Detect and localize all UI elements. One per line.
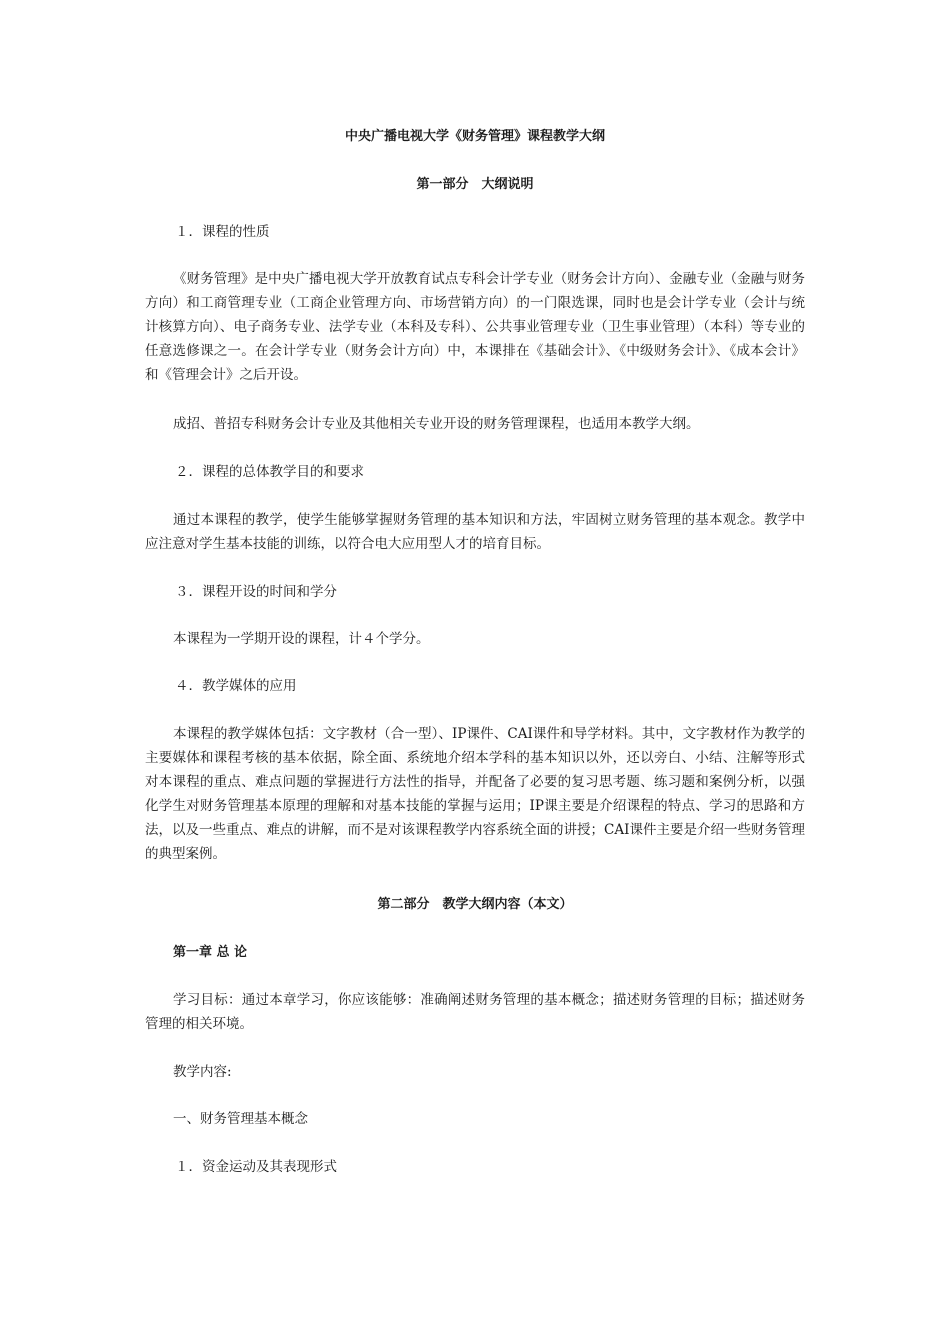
section3-heading: ３．课程开设的时间和学分 bbox=[175, 584, 337, 600]
section3-paragraph-1: 本课程为一学期开设的课程，计４个学分。 bbox=[173, 631, 430, 647]
section4-paragraph-1: 本课程的教学媒体包括：文字教材（合一型）、IP课件、CAI课件和导学材料。其中，文字教材作为教学的主要媒体和课程考核的基本依据，除全面、系统地介绍本学科的基本知识以外，还以旁白、小结、注解等形式对本课程的重点、难点问题的掌握进行方法性的指导，并配备了必要的复习思考题、练习题和案例分析，以强化学生对财务管理基本原理的理解和对基本技能的掌握与运用；IP课主要是介绍课程的特点、学习的思路和方法，以及一些重点、难点的讲解，而不是对该课程教学内容系统全面的讲授；CAI课件主要是介绍一些财务管理的典型案例。 bbox=[145, 726, 805, 862]
section1-paragraph-1: 《财务管理》是中央广播电视大学开放教育试点专科会计学专业（财务会计方向）、金融专业（金融与财务方向）和工商管理专业（工商企业管理方向、市场营销方向）的一门限选课，同时也是会计学专业（会计与统计核算方向）、电子商务专业、法学专业（本科及专科）、公共事业管理专业（卫生事业管理）（本科）等专业的任意选修课之一。在会计学专业（财务会计方向）中，本课排在《基础会计》、《中级财务会计》、《成本会计》和《管理会计》之后开设。 bbox=[145, 271, 805, 383]
chapter1-title: 第一章 总 论 bbox=[173, 945, 248, 960]
section4-heading: ４．教学媒体的应用 bbox=[175, 678, 297, 694]
section1-paragraph-2: 成招、普招专科财务会计专业及其他相关专业开设的财务管理课程，也适用本教学大纲。 bbox=[173, 416, 700, 432]
part2-title: 第二部分 教学大纲内容（本文） bbox=[377, 897, 573, 912]
chapter1-content-label: 教学内容: bbox=[173, 1064, 232, 1080]
section1-heading: １．课程的性质 bbox=[175, 224, 270, 240]
chapter1-item-1-1: １．资金运动及其表现形式 bbox=[175, 1159, 337, 1175]
section2-heading: ２．课程的总体教学目的和要求 bbox=[175, 464, 364, 480]
chapter1-learning-goal: 学习目标：通过本章学习，你应该能够：准确阐述财务管理的基本概念；描述财务管理的目标；描述财务管理的相关环境。 bbox=[145, 992, 805, 1032]
document-title: 中央广播电视大学《财务管理》课程教学大纲 bbox=[344, 129, 605, 144]
part1-title: 第一部分 大纲说明 bbox=[416, 177, 534, 192]
chapter1-item-1: 一、财务管理基本概念 bbox=[173, 1111, 308, 1127]
section2-paragraph-1: 通过本课程的教学，使学生能够掌握财务管理的基本知识和方法，牢固树立财务管理的基本观念。教学中应注意对学生基本技能的训练，以符合电大应用型人才的培育目标。 bbox=[145, 512, 805, 552]
